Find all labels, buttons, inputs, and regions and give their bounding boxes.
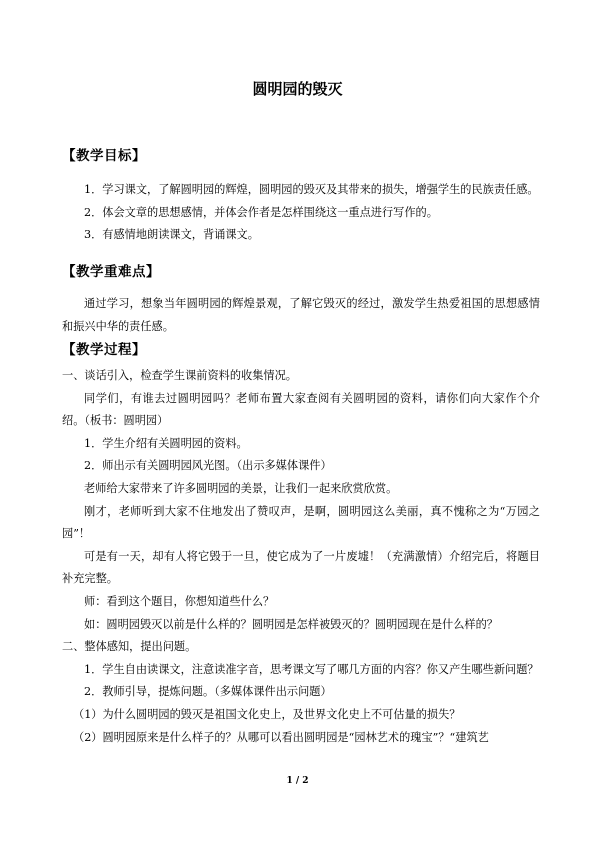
paragraph: （2）圆明园原来是什么样子的？从哪可以看出圆明园是“园林艺术的瑰宝”？“建筑艺 [73,730,489,744]
section-heading: 【教学过程】 [62,342,146,358]
document-title: 圆明园的毁灭 [252,80,343,98]
page-number: 1 / 2 [286,776,309,786]
paragraph: 二、整体感知，提出问题。 [62,640,197,654]
paragraph: 1．学生介绍有关圆明园的资料。 [84,436,248,450]
paragraph: 3．有感情地朗读课文，背诵课文。 [84,228,259,242]
paragraph: 1．学习课文，了解圆明园的辉煌，圆明园的毁灭及其带来的损失，增强学生的民族责任感。 [84,183,539,196]
paragraph: 老师给大家带来了许多圆明园的美景，让我们一起来欣赏欣赏。 [84,481,398,495]
section-heading: 【教学目标】 [62,148,146,164]
section-teaching-goals [62,147,540,247]
paragraph: 刚才，老师听到大家不住地发出了赞叹声，是啊，圆明园这么美丽，真不愧称之为“万园之园”！ [62,504,540,541]
paragraph: 2．教师引导，提炼问题。（多媒体课件出示问题） [84,685,332,699]
paragraph: 2．师出示有关圆明园风光图。（出示多媒体课件） [84,459,332,473]
section-key-points [62,263,540,338]
paragraph: （1）为什么圆明园的毁灭是祖国文化史上，及世界文化史上不可估量的损失？ [73,707,461,721]
paragraph: 可是有一天，却有人将它毁于一旦，使它成为了一片废墟！（充满激情）介绍完后，将题目补充完整。 [62,549,540,586]
paragraph: 通过学习，想象当年圆明园的辉煌景观，了解它毁灭的经过，激发学生热爱祖国的思想感情和振兴中华的责任感。 [62,297,540,333]
section-heading: 【教学重难点】 [62,264,160,280]
paragraph: 师：看到这个题目，你想知道些什么？ [84,594,275,608]
paragraph: 如：圆明园毁灭以前是什么样的？圆明园是怎样被毁灭的？圆明园现在是什么样的？ [84,617,498,631]
paragraph: 一、谈话引入，检查学生课前资料的收集情况。 [62,369,297,382]
paragraph: 同学们，有谁去过圆明园吗？老师布置大家查阅有关圆明园的资料，请你们向大家作个介绍。（板书：圆明园） [62,391,540,428]
paragraph: 2．体会文章的思想感情，并体会作者是怎样围绕这一重点进行写作的。 [84,205,438,219]
paragraph: 1．学生自由读课文，注意读准字音，思考课文写了哪几方面的内容？你又产生哪些新问题？ [84,662,539,676]
section-teaching-process [62,341,540,749]
